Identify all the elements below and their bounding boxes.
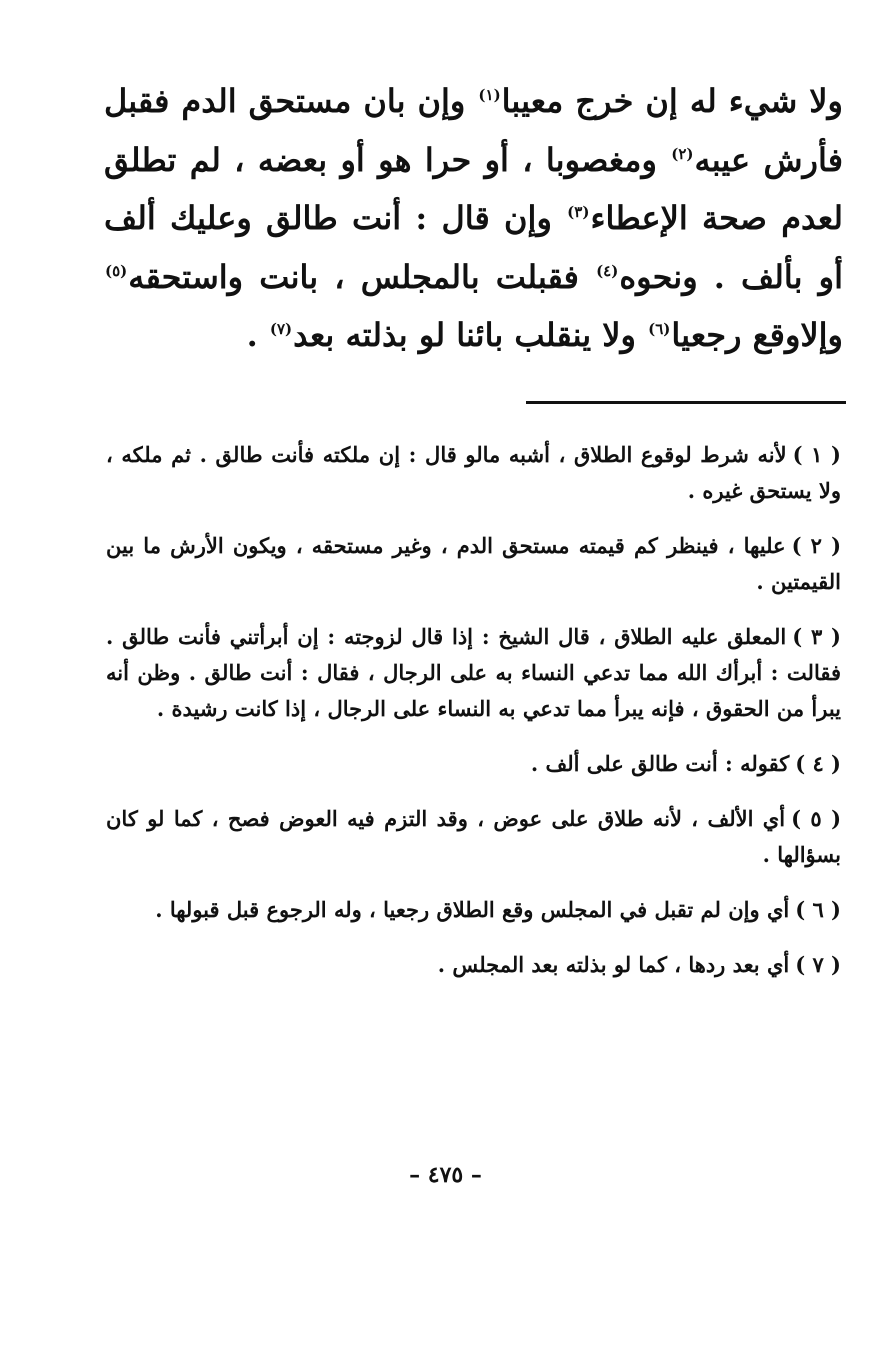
footnote-ref-5: (٥) [105, 261, 128, 280]
footnotes-section [106, 437, 841, 1002]
footnote-text: عليها ، فينظر كم قيمته مستحق الدم ، وغير مستحقه ، ويكون الأرش ما بين القيمتين . [106, 533, 841, 594]
main-text-segment: ولا شيء له إن خرج معيبا [501, 82, 844, 120]
main-text-segment: . [246, 316, 269, 354]
footnote-ref-7: (٧) [269, 320, 293, 339]
footnote-number: ( ٧ ) [795, 952, 841, 977]
main-text-segment: وإن قال : أنت طالق وعليك ألف أو بألف . ونحوه [104, 199, 843, 296]
footnote-text: أي بعد ردها ، كما لو بذلته بعد المجلس . [437, 952, 790, 977]
main-text-segment: فقبلت بالمجلس ، بانت واستحقه [128, 257, 596, 296]
footnote-number: ( ٣ ) [792, 624, 841, 649]
footnote-number: ( ٥ ) [791, 806, 842, 831]
footnote-7 [106, 947, 841, 983]
footnote-5 [106, 801, 841, 873]
footnote-ref-2: (٢) [671, 144, 694, 163]
footnote-text: لأنه شرط لوقوع الطلاق ، أشبه مالو قال : إن ملكته فأنت طالق . ثم ملكه ، ولا يستحق غيره . [106, 442, 841, 503]
main-text-segment: ومغصوبا ، أو حرا هو أو بعضه ، لم تطلق لعدم صحة الإعطاء [104, 140, 844, 237]
footnote-text: أي وإن لم تقبل في المجلس وقع الطلاق رجعيا ، وله الرجوع قبل قبولها . [155, 897, 790, 922]
footnote-number: ( ٤ ) [795, 751, 841, 776]
footnote-separator-rule [526, 401, 846, 404]
footnote-text: كقوله : أنت طالق على ألف . [530, 751, 790, 776]
footnote-4 [106, 746, 841, 782]
footnote-number: ( ٦ ) [795, 897, 841, 922]
footnote-ref-6: (٦) [648, 320, 671, 339]
footnote-text: أي الألف ، لأنه طلاق على عوض ، وقد التزم فيه العوض فصح ، كما لو كان بسؤالها . [106, 806, 841, 867]
main-text-segment: ولا ينقلب بائنا لو بذلته بعد [293, 316, 648, 354]
footnote-1 [106, 437, 841, 509]
main-text-segment: وإلاوقع رجعيا [671, 316, 843, 354]
main-text-segment: وإن بان مستحق الدم فقبل فأرش عيبه [104, 82, 844, 179]
footnote-2 [106, 528, 841, 600]
footnote-ref-4: (٤) [596, 261, 619, 280]
footnote-6 [106, 892, 841, 928]
footnote-ref-3: (٣) [567, 203, 590, 222]
footnote-3 [106, 619, 841, 727]
page-number: – ٤٧٥ – [409, 1162, 482, 1188]
footnote-ref-1: (١) [478, 86, 501, 105]
footnote-text: المعلق عليه الطلاق ، قال الشيخ : إذا قال لزوجته : إن أبرأتني فأنت طالق . فقالت : أبرأك الله مما تدعي النساء به على الرجال ، فقال : أنت طالق . وظن أنه يبرأ من الحقوق ، فإنه يبرأ مما تدعي به النساء على الرجال ، إذا كانت رشيدة . [106, 624, 841, 721]
main-text [104, 72, 843, 365]
footnote-number: ( ٢ ) [791, 533, 842, 558]
footnote-number: ( ١ ) [792, 442, 841, 467]
